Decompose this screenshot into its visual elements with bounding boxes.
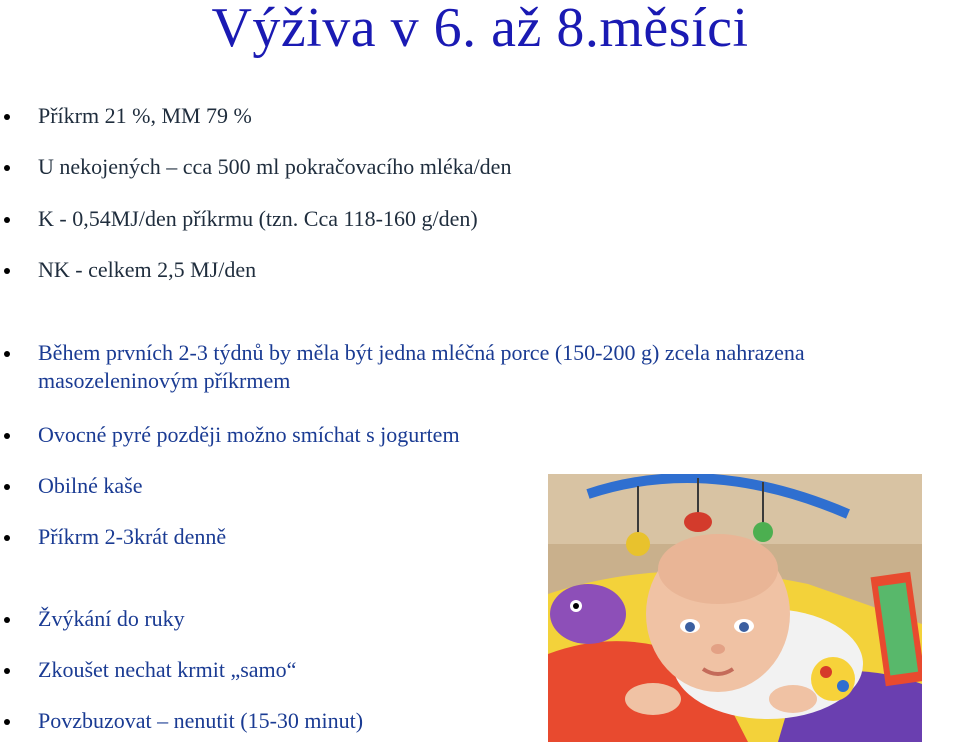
bullet-dot-icon — [4, 165, 10, 171]
baby-photo — [548, 474, 922, 742]
bullet-text: K - 0,54MJ/den příkrmu (tzn. Cca 118-160 g/den) — [38, 206, 478, 231]
bullet-dot-icon — [4, 114, 10, 120]
bullet-dot-icon — [4, 268, 10, 274]
bullet-text: Ovocné pyré později možno smíchat s jogurtem — [38, 422, 460, 447]
bullet-dot-icon — [4, 433, 10, 439]
bullet-dot-icon — [4, 535, 10, 541]
bullet-text: U nekojených – cca 500 ml pokračovacího mléka/den — [38, 154, 512, 179]
bullet-dot-icon — [4, 668, 10, 674]
bullet-dot-icon — [4, 217, 10, 223]
bullet-text: NK - celkem 2,5 MJ/den — [38, 257, 257, 282]
bullet-text: Příkrm 2-3krát denně — [38, 524, 227, 549]
bullet-text: Příkrm 21 %, MM 79 % — [38, 103, 252, 128]
bullet-text: Obilné kaše — [38, 473, 143, 498]
bullet-dot-icon — [4, 484, 10, 490]
bullet-dot-icon — [4, 351, 10, 357]
bullet-dot-icon — [4, 617, 10, 623]
bullet-dot-icon — [4, 719, 10, 725]
slide-title: Výživa v 6. až 8.měsíci — [211, 0, 749, 59]
bullet-text: Zkoušet nechat krmit „samo“ — [38, 657, 297, 682]
bullet-text: Během prvních 2-3 týdnů by měla být jedna mléčná porce (150-200 g) zcela nahrazena masozeleninovým příkrmem — [38, 340, 805, 393]
bullet-text: Žvýkání do ruky — [38, 606, 185, 631]
bullet-text: Povzbuzovat – nenutit (15-30 minut) — [38, 708, 364, 733]
baby-photo-illustration — [548, 474, 922, 742]
